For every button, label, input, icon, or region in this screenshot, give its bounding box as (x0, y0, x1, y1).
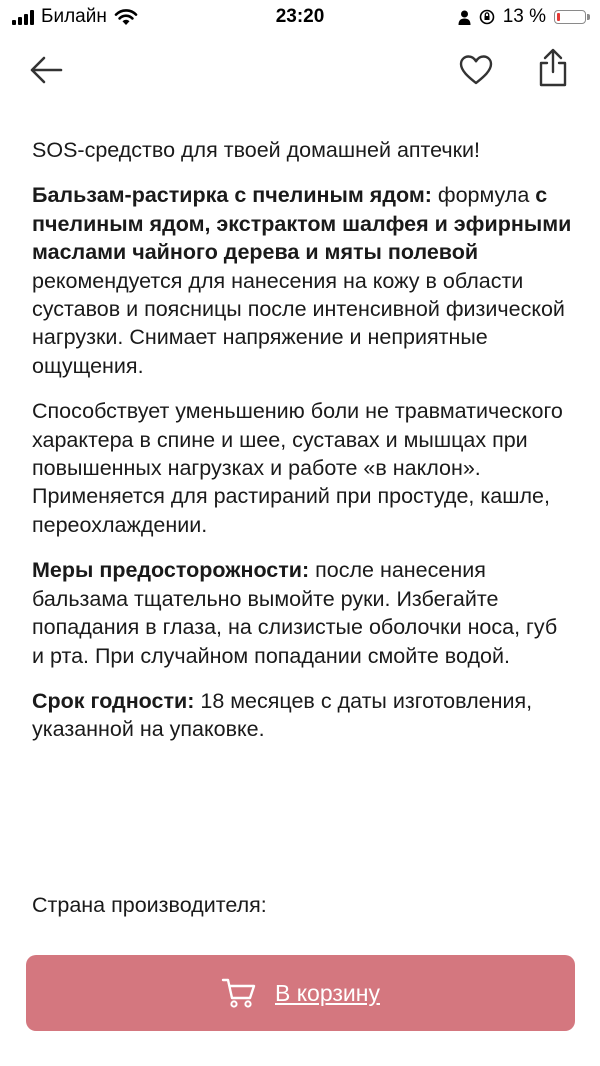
description-paragraph-4 (32, 687, 572, 744)
precautions-heading: Меры предосторожности: (32, 558, 310, 583)
status-bar (0, 0, 600, 36)
battery-icon (554, 10, 586, 24)
description-intro: SOS-средство для твоей домашней аптечки! (32, 138, 480, 162)
person-icon (458, 10, 471, 25)
heart-icon (458, 54, 494, 86)
orientation-lock-icon (479, 9, 495, 25)
description-paragraph-3 (32, 556, 572, 670)
formula-ingredients: с пчелиным ядом, экстрактом шалфея и эфирными маслами чайного дерева и мяты полевой (32, 183, 572, 265)
shelf-life-text: 18 месяцев с даты изготовления, указанной на упаковке. (32, 688, 533, 742)
add-to-cart-label: В корзину (275, 979, 380, 1006)
shelf-life-heading: Срок годности: (32, 688, 195, 713)
product-description (32, 136, 572, 761)
favorite-button[interactable] (452, 46, 500, 94)
p1-text-2: рекомендуется для нанесения на кожу в области суставов и поясницы после интенсивной физической нагрузки. Снимает напряжение и неприятные ощущения. (32, 268, 565, 378)
status-time: 23:20 (275, 6, 325, 27)
status-right (458, 6, 586, 28)
carrier-name: Билайн (41, 6, 107, 27)
share-button[interactable] (529, 44, 577, 92)
arrow-left-icon (29, 56, 63, 84)
battery-level (557, 13, 560, 21)
back-button[interactable] (22, 46, 70, 94)
cart-icon (221, 977, 257, 1009)
battery-percent: 13 % (502, 6, 546, 27)
product-name-heading: Бальзам-растирка с пчелиным ядом: (32, 183, 432, 208)
precautions-text: после нанесения бальзама тщательно вымойте руки. Избегайте попадания в глаза, на слизистые оболочки носа, губ и рта. При случайном попадании смойте водой. (32, 558, 558, 668)
nav-bar (0, 44, 600, 100)
description-paragraph-2: Способствует уменьшению боли не травматического характера в спине и шее, суставах и мышцах при повышенных нагрузках и работе «в наклон». Применяется для растираний при простуде, кашле, переохлаждении. (32, 399, 563, 537)
share-icon (536, 48, 570, 88)
p1-text-1: формула (431, 183, 536, 208)
description-paragraph-1 (32, 181, 572, 380)
country-label: Страна производителя: (32, 893, 267, 917)
add-to-cart-button[interactable] (26, 955, 575, 1031)
